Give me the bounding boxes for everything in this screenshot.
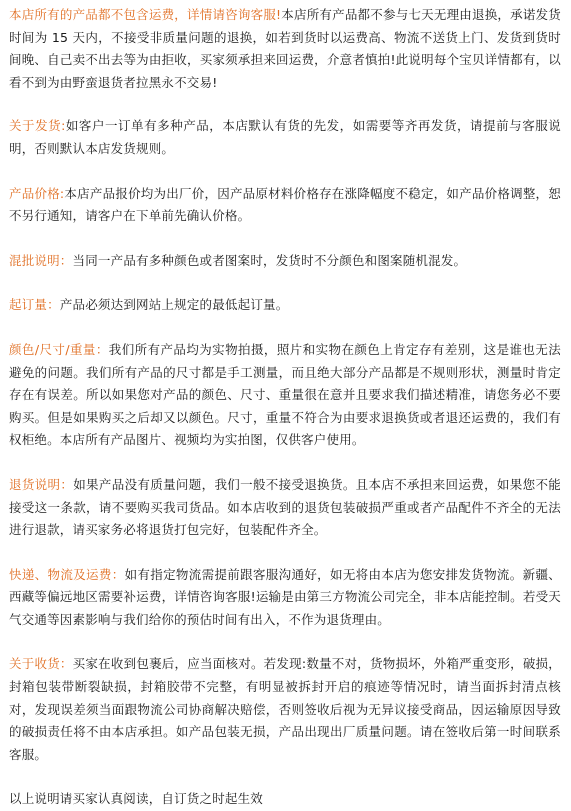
- section-label: 起订量：: [9, 297, 60, 313]
- section-text: 本店所有产品都不参与七天无理由退换，承诺发货时间为 15 天内，不接受非质量问题的退换，如若到货时以运费高、物流不送货上门、发货到货时间晚、自己卖不出去等为由拒收，买家须承担来回运费，介意者慎拍!此说明每个宝贝详情都有，以看不到为由野蛮退货者拉黑永不交易!: [9, 7, 561, 90]
- policy-receiving: [9, 653, 561, 766]
- section-label: 关于收货：: [9, 656, 73, 672]
- section-text: 本店产品报价均为出厂价，因产品原材料价格存在涨降幅度不稳定，如产品价格调整，恕不另行通知，请客户在下单前先确认价格。: [9, 185, 561, 224]
- section-text: 如果产品没有质量问题，我们一般不接受退换货。且本店不承担来回运费，如果您不能接受这一条款，请不要购买我司货品。如本店收到的退货包装破损严重或者产品配件不齐全的无法进行退款，请买家务必将退货打包完好，包装配件齐全。: [9, 476, 561, 538]
- section-text: 如有指定物流需提前跟客服沟通好，如无将由本店为您安排发货物流。新疆、西藏等偏远地区需要补运费，详情咨询客服!运输是由第三方物流公司完全，非本店能控制。若受天气交通等因素影响与我们给你的预估时间有出入，不作为退货理由。: [9, 566, 561, 627]
- policy-delivery: [9, 115, 561, 160]
- policy-shipping-cost: [9, 4, 561, 94]
- section-label: 本店所有的产品都不包含运费，详情请咨询客服!: [9, 7, 282, 22]
- section-text: 如客户一订单有多种产品，本店默认有货的先发，如需要等齐再发货，请提前与客服说明，否则默认本店发货规则。: [9, 118, 561, 156]
- closing-note: 以上说明请买家认真阅读，自订货之时起生效: [9, 791, 264, 807]
- policy-color-size-weight: [9, 339, 561, 452]
- section-text: 买家在收到包裹后，应当面核对。若发现:数量不对，货物损坏，外箱严重变形，破损，封箱包装带断裂缺损，封箱胶带不完整，有明显被拆封开启的痕迹等情况时，请当面拆封清点核对，发现误差须当面跟物流公司协商解决赔偿，否则签收后视为无异议接受商品，因运输原因导致的破损责任将不由本店承担。如产品包装无损，产品出现出厂质量问题。请在签收后第一时间联系客服。: [9, 656, 561, 762]
- section-label: 产品价格:: [9, 185, 65, 201]
- policy-mixed-batch: [9, 250, 561, 273]
- section-text: 我们所有产品均为实物拍摄，照片和实物在颜色上肯定存有差别，这是谁也无法避免的问题。我们所有产品的尺寸都是手工测量，而且绝大部分产品都是不规则形状，测量时肯定存在有误差。所以如果您对产品的颜色、尺寸、重量很在意并且要求我们描述精准，请您务必不要购买。但是如果购买之后却又以颜色。尺寸，重量不符合为由要求退换货或者退还运费的，我们有权柜绝。本店所有产品图片、视频均为实拍图，仅供客户使用。: [9, 341, 561, 448]
- section-label: 退货说明：: [9, 476, 74, 492]
- section-label: 快递、物流及运费：: [9, 566, 125, 582]
- policy-minimum-order: [9, 294, 561, 317]
- policy-price: [9, 183, 561, 228]
- section-text: 产品必须达到网站上规定的最低起订量。: [59, 297, 289, 313]
- section-label: 关于发货:: [9, 118, 66, 134]
- section-label: 颜色/尺寸/重量：: [9, 341, 109, 357]
- policy-returns: [9, 474, 561, 542]
- section-text: 当同一产品有多种颜色或者图案时，发货时不分颜色和图案随机混发。: [72, 252, 467, 268]
- section-label: 混批说明：: [9, 252, 73, 268]
- policy-logistics: [9, 564, 561, 632]
